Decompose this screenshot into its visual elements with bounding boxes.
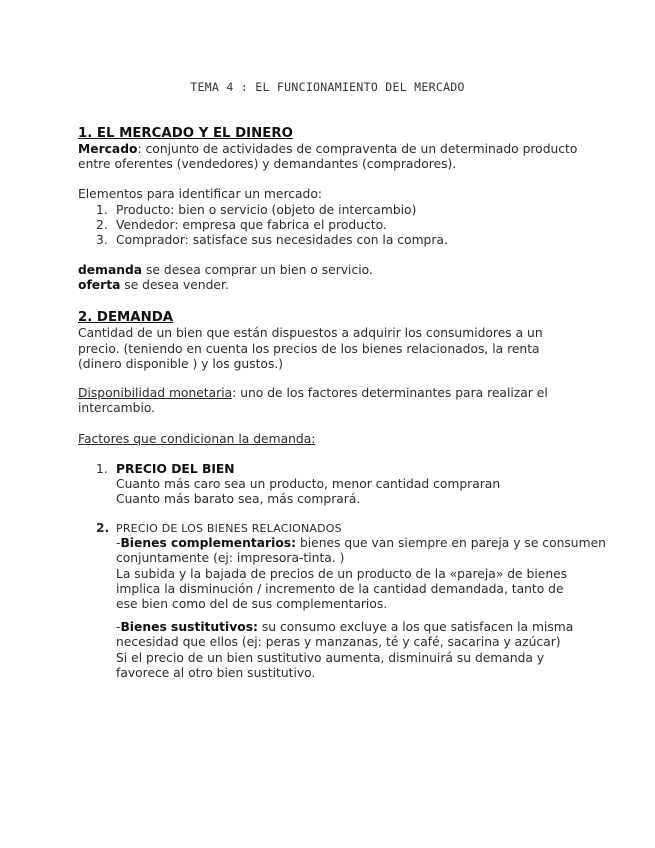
- disponibilidad-def-cont: intercambio.: [78, 401, 156, 415]
- factores-heading: Factores que condicionan la demanda:: [78, 432, 316, 446]
- mercado-term: Mercado: [78, 142, 138, 156]
- complementarios-line: La subida y la bajada de precios de un producto de la «pareja» de bienes: [116, 567, 568, 581]
- list-item: Vendedor: empresa que fabrica el producto.: [116, 218, 387, 232]
- demanda-def-line: precio. (teniendo en cuenta los precios de los bienes relacionados, la renta: [78, 342, 540, 356]
- list-item: Comprador: satisface sus necesidades con la compra.: [116, 233, 448, 247]
- demanda-def-line: (dinero disponible ) y los gustos.): [78, 357, 284, 371]
- mercado-definition: [78, 142, 577, 157]
- factor-1-line: Cuanto más barato sea, más comprará.: [116, 492, 361, 506]
- factor-number: 2.: [96, 521, 110, 535]
- sustitutivos-term: Bienes sustitutivos:: [120, 620, 258, 634]
- complementarios-line: conjuntamente (ej: impresora-tinta. ): [116, 551, 345, 565]
- complementarios-term: Bienes complementarios:: [120, 536, 297, 550]
- demanda-term: demanda: [78, 263, 143, 277]
- list-item-number: 3.: [96, 233, 108, 247]
- page-title: TEMA 4 : EL FUNCIONAMIENTO DEL MERCADO: [190, 80, 465, 94]
- complementarios-line: implica la disminución / incremento de la cantidad demandada, tanto de: [116, 582, 564, 596]
- factor-2-title: PRECIO DE LOS BIENES RELACIONADOS: [116, 522, 342, 535]
- list-item-number: 2.: [96, 218, 108, 232]
- disponibilidad-definition: [78, 386, 548, 401]
- complementarios-line: ese bien como del de sus complementarios.: [116, 597, 388, 611]
- demanda-definition: [78, 263, 373, 278]
- disponibilidad-def-text: : uno de los factores determinantes para realizar el: [232, 386, 548, 400]
- list-item-number: 1.: [96, 203, 108, 217]
- elementos-intro: Elementos para identificar un mercado:: [78, 187, 323, 201]
- sustitutivos-line: Si el precio de un bien sustitutivo aumenta, disminuirá su demanda y: [116, 651, 545, 665]
- sustitutivos-text: su consumo excluye a los que satisfacen la misma: [257, 620, 574, 634]
- mercado-def-text: : conjunto de actividades de compraventa de un determinado producto: [137, 142, 578, 156]
- factor-1-line: Cuanto más caro sea un producto, menor cantidad compraran: [116, 477, 501, 491]
- oferta-term: oferta: [78, 278, 121, 292]
- factor-number: 1.: [96, 462, 108, 476]
- complementarios-line: -Bienes complementarios: bienes que van siempre en pareja y se consumen: [116, 536, 606, 550]
- sustitutivos-line: -Bienes sustitutivos: su consumo excluye a los que satisfacen la misma: [116, 620, 574, 634]
- section-2-heading: 2. DEMANDA: [78, 310, 174, 325]
- demanda-def-text: se desea comprar un bien o servicio.: [142, 263, 373, 277]
- oferta-def-text: se desea vender.: [120, 278, 229, 292]
- factor-1-title: [116, 462, 235, 477]
- oferta-definition: [78, 278, 229, 293]
- list-item: Producto: bien o servicio (objeto de intercambio): [116, 203, 417, 217]
- sustitutivos-line: necesidad que ellos (ej: peras y manzanas, té y café, sacarina y azúcar): [116, 635, 561, 649]
- disponibilidad-term: Disponibilidad monetaria: [78, 386, 233, 400]
- demanda-def-line: Cantidad de un bien que están dispuestos a adquirir los consumidores a un: [78, 326, 543, 340]
- sustitutivos-line: favorece al otro bien sustitutivo.: [116, 666, 316, 680]
- mercado-definition-cont: entre oferentes (vendedores) y demandantes (compradores).: [78, 157, 457, 171]
- complementarios-text: bienes que van siempre en pareja y se consumen: [296, 536, 606, 550]
- section-1-heading: 1. EL MERCADO Y EL DINERO: [78, 126, 293, 141]
- factor-1-title-text: PRECIO DEL BIEN: [116, 462, 235, 476]
